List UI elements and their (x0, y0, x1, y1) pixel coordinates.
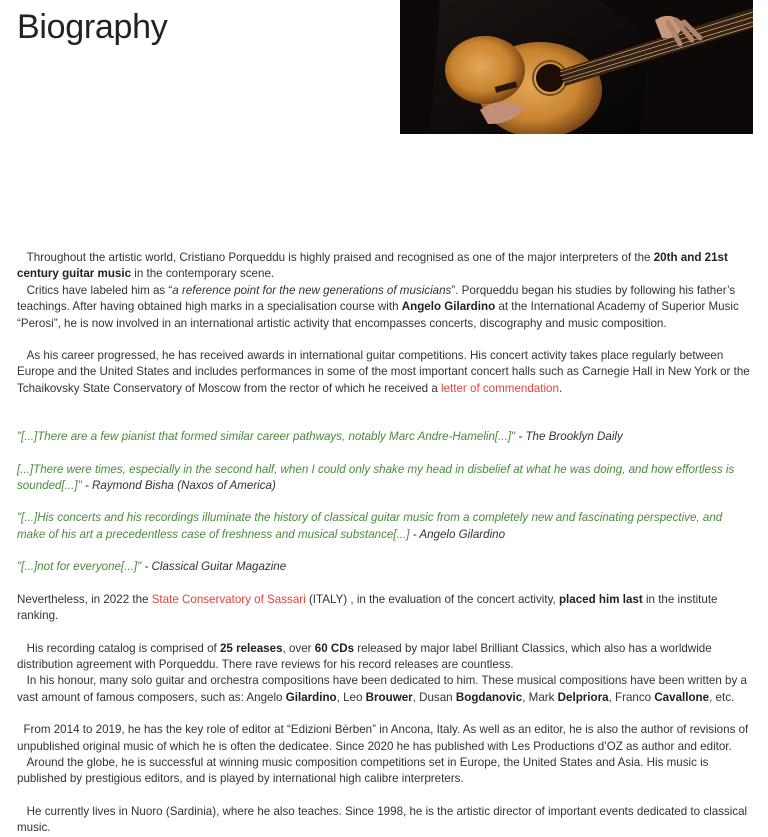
press-quote-naxos: [...]There were times, especially in the second half, when I could only shake my head in disbelief at what he was doing, and how effortless is sounded[...]" - Raymond Bisha (Naxos of America) (17, 462, 735, 493)
bio-paragraph-critics: Critics have labeled him as “a reference point for the new generations of musicians”. Porqueddu began his studies by following his father’s teachings. After having obtained high marks in a specialisation course with Angelo Gilardino at the International Academy of Superior Music “Perosi”, he is now involved in an international artistic activity that encompasses concerts, discography and music composition. (17, 283, 739, 330)
page-title: Biography (17, 8, 168, 46)
bio-paragraph-dedications: In his honour, many solo guitar and orchestra compositions have been dedicated to him. These musical compositions have been written by a vast amount of famous composers, such as: Angelo Gilardino, Leo Brouwer, Dusan Bogdanovic, Mark Delpriora, Franco Cavallone, etc. (17, 674, 747, 704)
guitar-illustration (400, 0, 753, 134)
guitarist-photo (400, 0, 753, 134)
bio-paragraph-intro: Throughout the artistic world, Cristiano Porqueddu is highly praised and recognised as one of the major interpreters of the 20th and 21st century guitar music in the contemporary scene. (17, 251, 728, 281)
press-quote-brooklyn: "[...]There are a few pianist that formed similar career pathways, notably Marc Andre-Hamelin[...]" - The Brooklyn Daily (17, 430, 623, 444)
bio-paragraph-editor: From 2014 to 2019, he has the key role of editor at “Edizioni Bèrben” in Ancona, Italy. As well as an editor, he is also the author of revisions of unpublished original music of which he is often the dedicatee. Since 2020 he has published with Les Productions d’OZ as author and editor. (17, 723, 749, 753)
bio-paragraph-competitions: Around the globe, he is successful at winning music composition competitions set in Europe, the United States and Asia. His music is published by prestigious editors, and is played by international high calibre interpreters. (17, 755, 709, 786)
press-quote-gilardino: "[...]His concerts and his recordings illuminate the history of classical guitar music from a completely new and fascinating perspective, and make of his art a precedentless case of freshness and musical substance[...] - Angelo Gilardino (17, 511, 723, 541)
bio-paragraph-sassari: Nevertheless, in 2022 the State Conservatory of Sassari (ITALY) , in the evaluation of the concert activity, placed him last in the institute ranking. (17, 592, 718, 623)
bio-paragraph-residence: He currently lives in Nuoro (Sardinia), where he also teaches. Since 1998, he is the artistic director of important events dedicated to classical music. (17, 804, 748, 835)
bio-paragraph-career: As his career progressed, he has received awards in international guitar competitions. His concert activity takes place regularly between Europe and the United States and includes performances in some of the most important concert halls such as Carnegie Hall in New York or the Tchaikovsky State Conservatory of Moscow from the rector of which he received a letter of commendation. (17, 349, 750, 395)
bio-paragraph-recordings: His recording catalog is comprised of 25 releases, over 60 CDs released by major label Brilliant Classics, which also has a worldwide distribution agreement with Porqueddu. There rave reviews for his record releases are countless. (17, 641, 712, 671)
press-quote-cgm: "[...]not for everyone[...]" - Classical Guitar Magazine (17, 560, 287, 574)
state-conservatory-link[interactable]: State Conservatory of Sassari (151, 592, 306, 606)
biography-text (17, 250, 752, 837)
letter-of-commendation-link[interactable]: letter of commendation (441, 381, 559, 395)
